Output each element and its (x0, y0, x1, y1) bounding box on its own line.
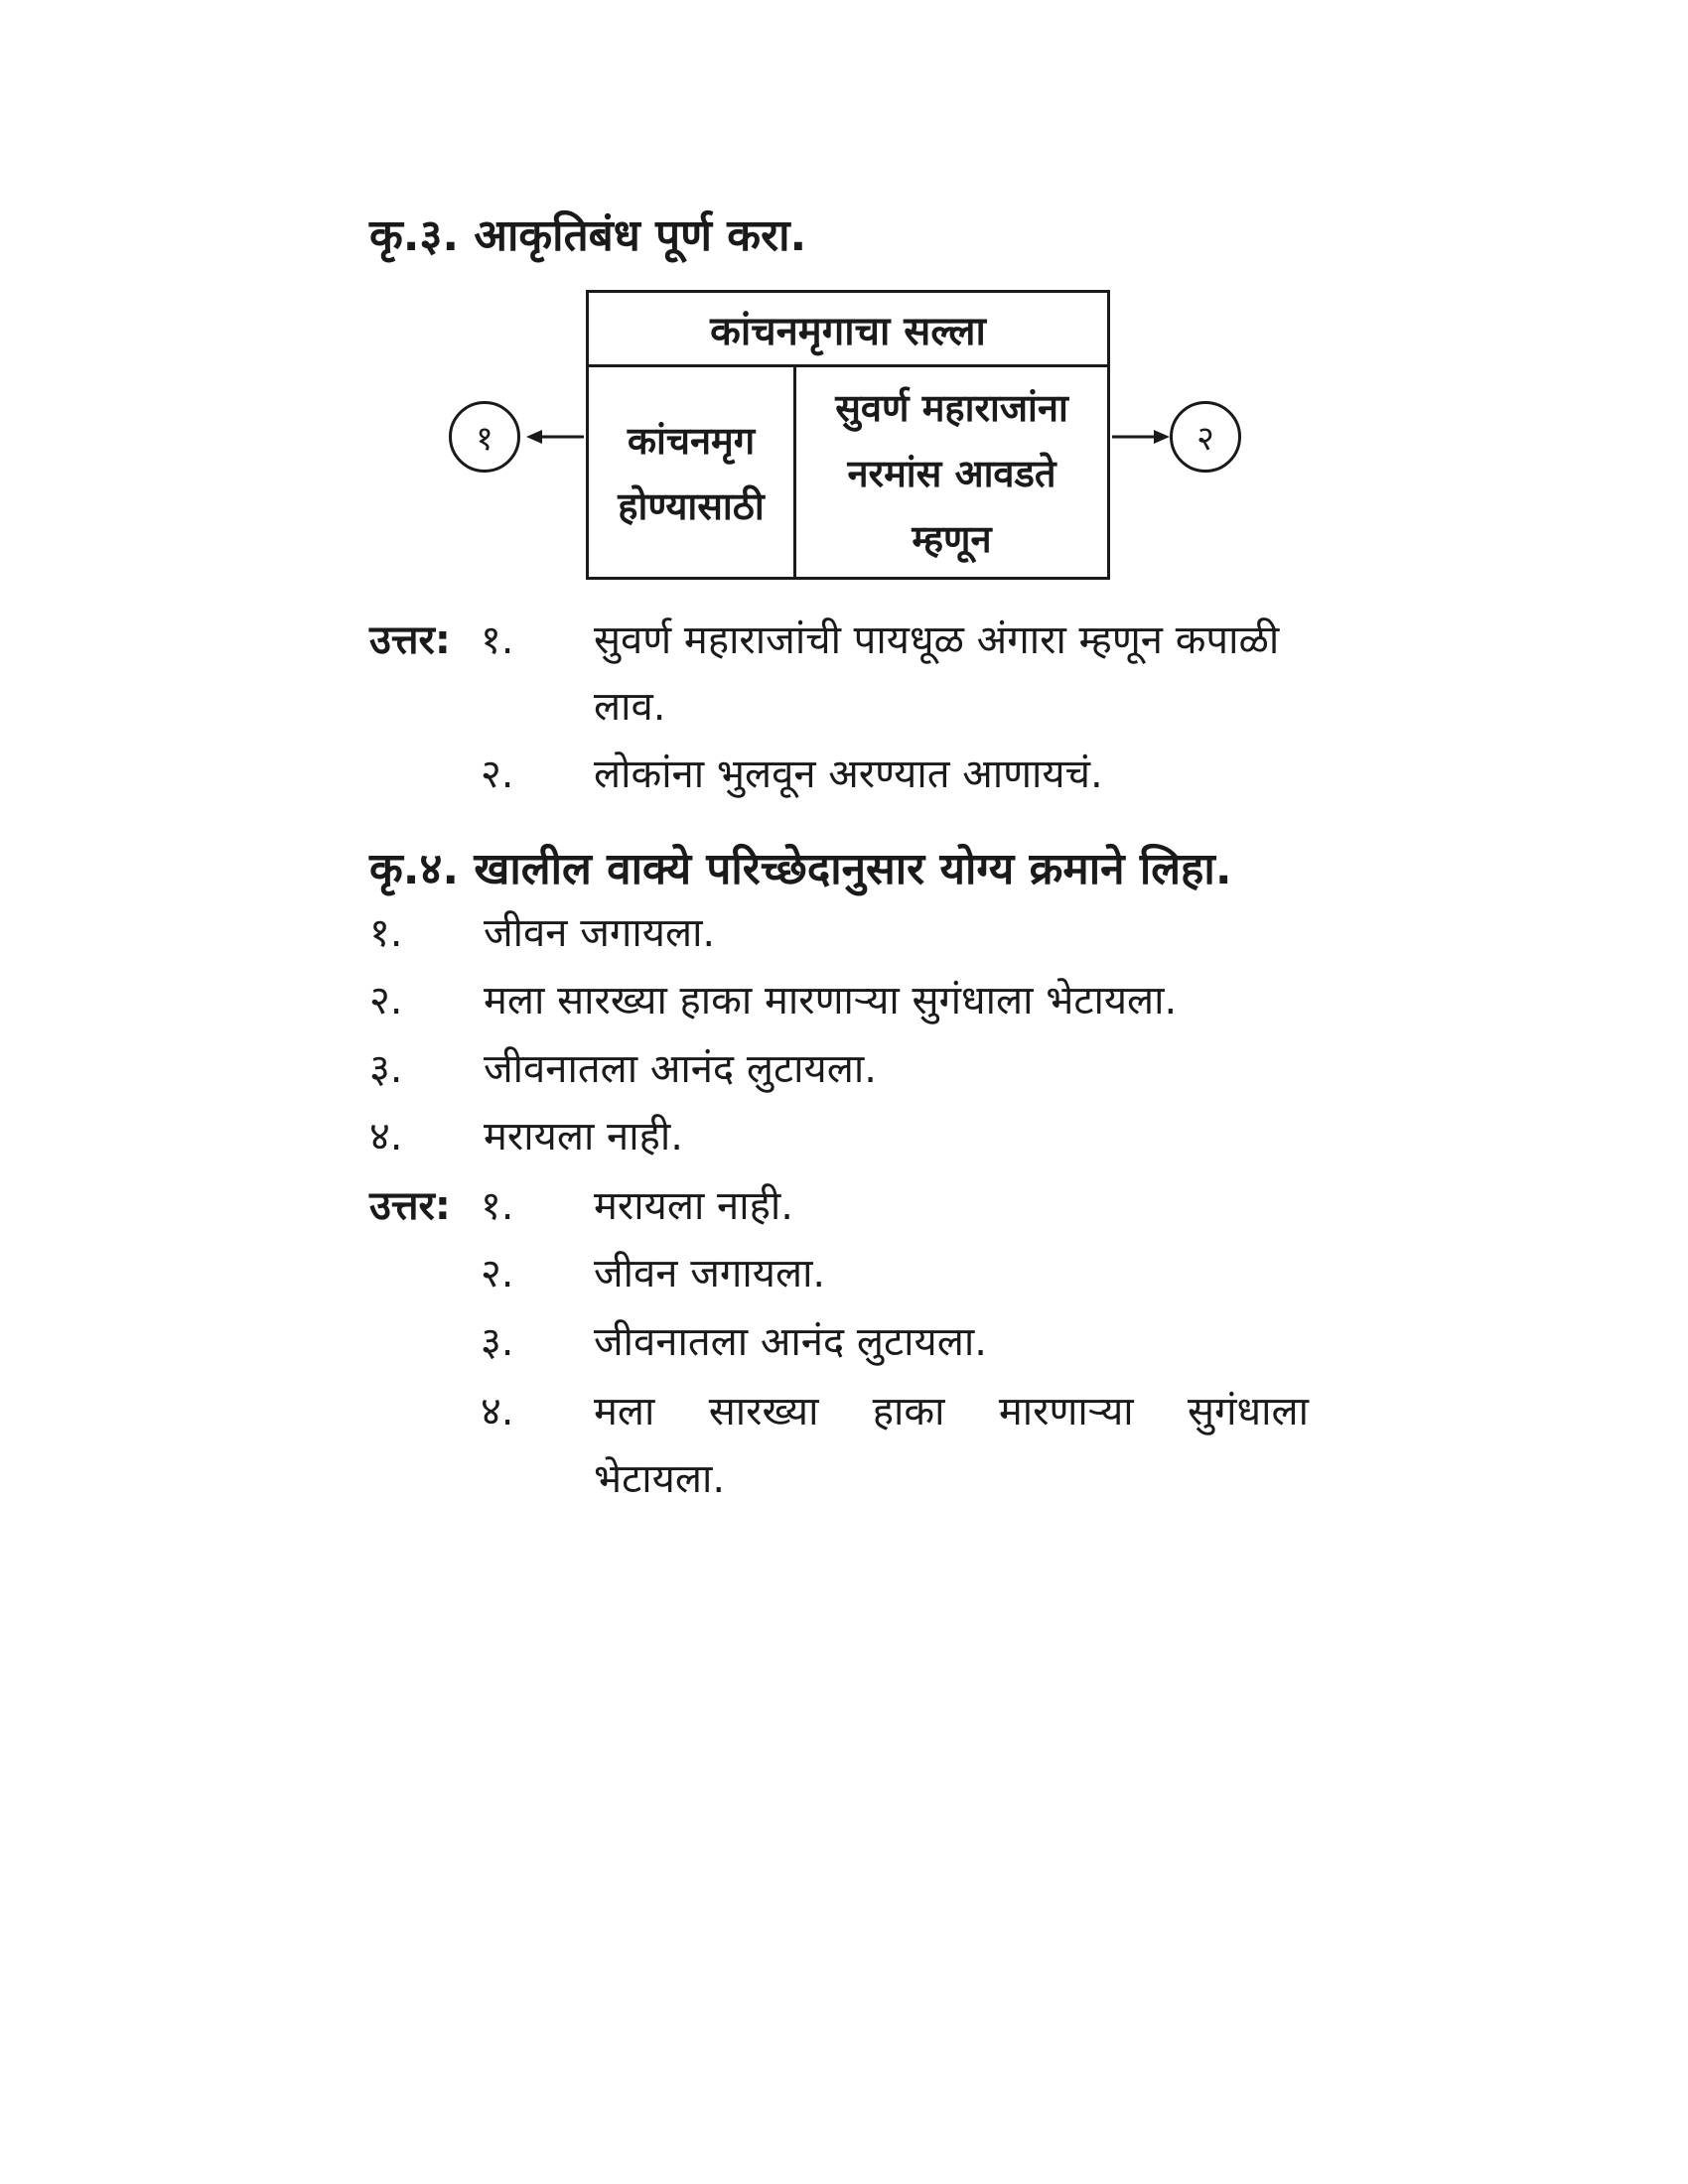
q3-answer-text: लोकांना भुलवून अरण्यात आणायचं. (594, 751, 1103, 797)
q4-answer-text: जीवनातला आनंद लुटायला. (594, 1319, 987, 1365)
q4-answer-text: जीवन जगायला. (594, 1251, 826, 1297)
q4-item-text: जीवन जगायला. (484, 910, 716, 956)
justified-word: मला (594, 1389, 655, 1434)
diagram-right-line: म्हणून (912, 517, 992, 561)
q4-answer-justified (594, 1382, 1309, 1436)
q3-answer-num: २. (481, 751, 514, 797)
arrow-right-head (1154, 430, 1170, 444)
q4-item-num: २. (369, 978, 403, 1024)
diagram-right-cell (796, 367, 1107, 580)
justified-word: सुगंधाला (1187, 1389, 1309, 1434)
diagram-title: कांचनमृगाचा सल्ला (589, 293, 1107, 367)
q4-item-num: ३. (369, 1046, 403, 1092)
circle-blank-1-label: १ (476, 419, 493, 459)
diagram-left-line: होण्यासाठी (618, 484, 765, 528)
q4-answer-text: भेटायला. (594, 1456, 726, 1502)
q4-answer-num: ४. (481, 1389, 514, 1434)
q4-answer-num: २. (481, 1251, 514, 1297)
diagram-left-line: कांचनमृग (627, 419, 756, 463)
q4-item-num: १. (369, 910, 403, 956)
q3-heading: कृ.३. आकृतिबंध पूर्ण करा. (369, 210, 807, 261)
justified-word: मारणाऱ्या (998, 1389, 1134, 1434)
q4-answer-num: १. (481, 1183, 514, 1229)
q3-answer-label: उत्तर: (369, 617, 451, 663)
circle-blank-2 (1170, 401, 1241, 473)
circle-blank-1 (449, 401, 520, 473)
diagram-box (586, 290, 1110, 580)
q4-heading: कृ.४. खालील वाक्ये परिच्छेदानुसार योग्य क्रमाने लिहा. (369, 844, 1232, 894)
q4-item-num: ४. (369, 1114, 403, 1160)
arrow-left-head (526, 430, 542, 444)
justified-word: हाका (872, 1389, 945, 1434)
q4-answer-text: मरायला नाही. (594, 1183, 793, 1229)
circle-blank-2-label: २ (1196, 419, 1214, 459)
justified-word: सारख्या (708, 1389, 819, 1434)
q4-answer-num: ३. (481, 1319, 514, 1365)
q4-item-text: मरायला नाही. (484, 1114, 683, 1160)
q4-answer-label: उत्तर: (369, 1183, 451, 1229)
q4-item-text: मला सारख्या हाका मारणाऱ्या सुगंधाला भेटायला. (484, 978, 1178, 1024)
diagram-left-cell (589, 367, 793, 580)
q3-answer-text: सुवर्ण महाराजांची पायधूळ अंगारा म्हणून कपाळी (594, 617, 1280, 663)
q4-item-text: जीवनातला आनंद लुटायला. (484, 1046, 877, 1092)
diagram-right-line: नरमांस आवडते (847, 452, 1056, 495)
q3-answer-text: लाव. (594, 684, 666, 730)
q3-answer-num: १. (481, 617, 514, 663)
diagram-right-line: सुवर्ण महाराजांना (835, 386, 1068, 430)
